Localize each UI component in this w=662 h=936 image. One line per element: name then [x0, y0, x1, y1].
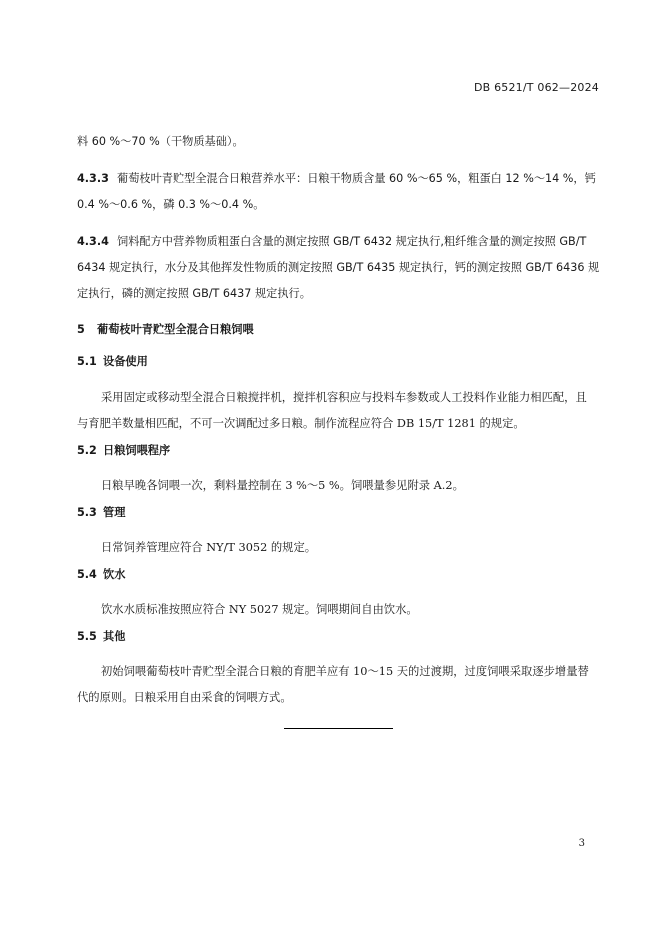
section-5-heading: [77, 321, 254, 337]
section-5-2-body: 日粮早晚各饲喂一次，剩料量控制在 3 %～5 %。饲喂量参见附录 A.2。: [101, 479, 464, 492]
clause-number: 4.3.4: [77, 235, 109, 248]
section-5-4-body: 饮水水质标准按照应符合 NY 5027 规定。饲喂期间自由饮水。: [101, 603, 418, 616]
clause-4-3-3-line2: 0.4 %～0.6 %，磷 0.3 %～0.4 %。: [77, 198, 265, 211]
section-title: 日粮饲喂程序: [103, 444, 171, 457]
section-number: 5.5: [77, 630, 97, 643]
section-5-1-heading: [77, 353, 148, 369]
section-number: 5.1: [77, 355, 97, 368]
section-5-5-body-line1: 初始饲喂葡萄枝叶青贮型全混合日粮的育肥羊应有 10～15 天的过渡期，过度饲喂采取逐步增量替: [101, 665, 589, 678]
section-title: 饮水: [103, 568, 126, 581]
clause-number: 4.3.3: [77, 172, 109, 185]
section-5-1-body-line2: 与育肥羊数量相匹配，不可一次调配过多日粮。制作流程应符合 DB 15/T 1281 的规定。: [77, 417, 525, 430]
section-5-2-heading: [77, 442, 170, 458]
section-title: 设备使用: [103, 355, 148, 368]
page-number: 3: [578, 838, 585, 849]
clause-4-3-3: [77, 170, 596, 186]
section-5-5-heading: [77, 628, 125, 644]
section-number: 5.4: [77, 568, 97, 581]
section-5-5-body-line2: 代的原则。日粮采用自由采食的饲喂方式。: [77, 691, 292, 704]
section-5-1-body-line1: 采用固定或移动型全混合日粮搅拌机，搅拌机容积应与投料车参数或人工投料作业能力相匹配，且: [101, 391, 587, 404]
section-5-3-heading: [77, 504, 125, 520]
clause-text-line: 葡萄枝叶青贮型全混合日粮营养水平：日粮干物质含量 60 %～65 %，粗蛋白 12 %～14 %，钙: [117, 172, 596, 185]
section-title: 其他: [103, 630, 126, 643]
section-number: 5: [77, 323, 85, 336]
continued-paragraph: 料 60 %～70 %（干物质基础）。: [77, 135, 244, 148]
section-5-3-body: 日常饲养管理应符合 NY/T 3052 的规定。: [101, 541, 317, 554]
section-number: 5.2: [77, 444, 97, 457]
clause-4-3-4-line3: 定执行，磷的测定按照 GB/T 6437 规定执行。: [77, 287, 311, 300]
clause-4-3-4-line2: 6434 规定执行，水分及其他挥发性物质的测定按照 GB/T 6435 规定执行，钙的测定按照 GB/T 6436 规: [77, 261, 600, 274]
clause-4-3-4: [77, 233, 586, 249]
section-5-4-heading: [77, 566, 125, 582]
section-title: 葡萄枝叶青贮型全混合日粮饲喂: [97, 323, 254, 336]
section-title: 管理: [103, 506, 126, 519]
clause-text-line: 饲料配方中营养物质粗蛋白含量的测定按照 GB/T 6432 规定执行,粗纤维含量的测定按照 GB/T: [117, 235, 587, 248]
section-number: 5.3: [77, 506, 97, 519]
document-code-header: DB 6521/T 062—2024: [473, 81, 599, 94]
end-of-document-rule: [284, 728, 393, 729]
